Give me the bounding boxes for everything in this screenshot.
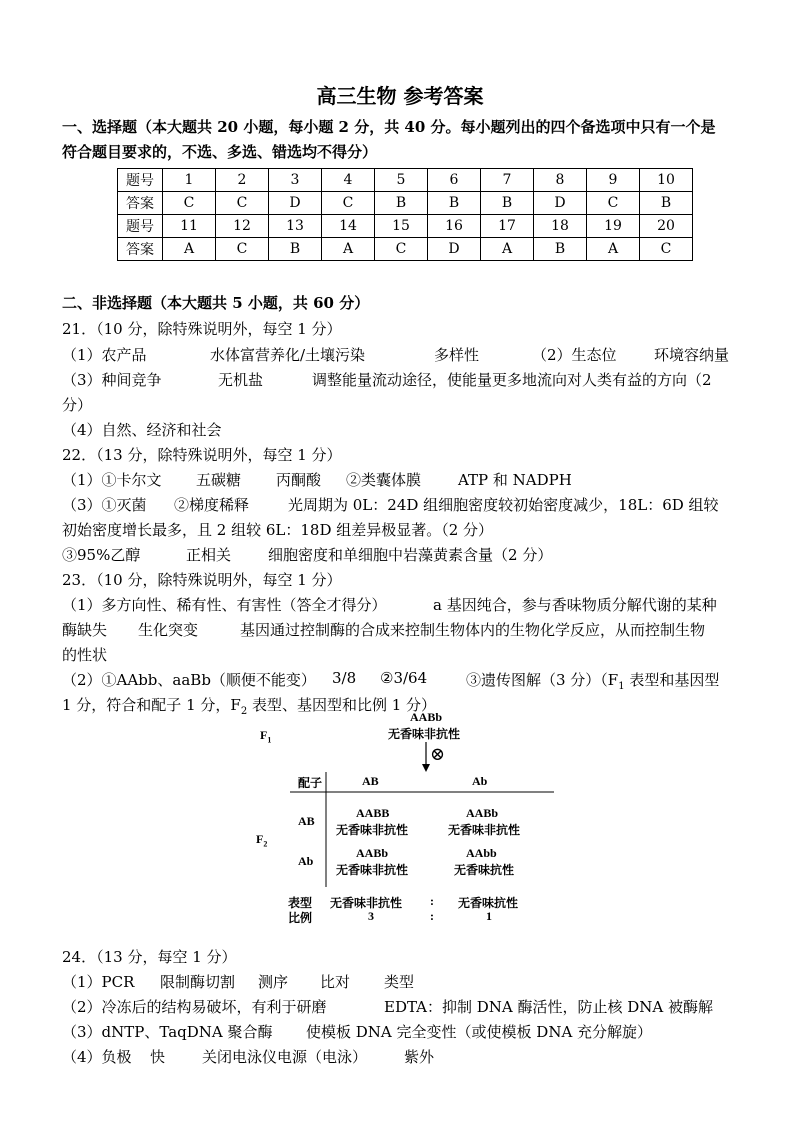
q21-l2-a: （3）种间竞争 [62, 371, 162, 389]
cell11-genotype: AABB [356, 806, 390, 820]
q22-l1-a: （1）①卡尔文 [62, 471, 162, 489]
summary-colon2: : [430, 909, 434, 923]
f1-label: $F_1$ [260, 728, 272, 745]
page-title: 高三生物 参考答案 [316, 84, 484, 108]
f1-genotype: AABb [410, 710, 443, 724]
q21-head: 21．（10 分，除特殊说明外，每空 1 分） [62, 320, 342, 338]
table-cell: D [269, 192, 322, 215]
table-cell: 19 [587, 215, 640, 238]
q21-l1-a: （1）农产品 [62, 346, 147, 364]
q23-l2-b: 生化突变 [138, 621, 199, 639]
q24-head: 24．（13 分，每空 1 分） [62, 948, 237, 966]
q21-line4: （4）自然、经济和社会 [62, 421, 222, 439]
table-cell: B [269, 238, 322, 261]
table-cell: 7 [481, 169, 534, 192]
section1-heading-line1: 一、选择题（本大题共 20 小题，每小题 2 分，共 40 分。每小题列出的四个备选项中只有一个是 [62, 118, 716, 136]
phenotype-label: 表型 [288, 896, 313, 910]
q24-l4-d: 紫外 [404, 1048, 435, 1066]
summary-ratio1: 3 [368, 909, 374, 923]
q21-l1-d: （2）生态位 [532, 346, 617, 364]
q23-l4-c: ②3/64 [380, 669, 428, 687]
q23-line5: 1 分，符合和配子 1 分，$F_2$ 表型、基因型和比例 1 分） [62, 696, 437, 717]
cell11-phenotype: 无香味非抗性 [336, 823, 409, 837]
table-row-header: 题号 [118, 215, 163, 238]
table-cell: B [640, 192, 693, 215]
q22-line3: 初始密度增长最多，且 2 组较 6L：18D 组差异极显著。（2 分） [62, 521, 494, 539]
table-cell: 11 [163, 215, 216, 238]
table-cell: 9 [587, 169, 640, 192]
table-cell: B [428, 192, 481, 215]
table-cell: A [481, 238, 534, 261]
q21-line3: 分） [62, 396, 93, 414]
section2-heading: 二、非选择题（本大题共 5 小题，共 60 分） [62, 294, 370, 312]
table-cell: 16 [428, 215, 481, 238]
table-cell: C [375, 238, 428, 261]
f2-label: $F_2$ [256, 832, 268, 849]
genetic-diagram [250, 706, 560, 931]
cell22-phenotype: 无香味抗性 [454, 863, 515, 877]
q23-head: 23．（10 分，除特殊说明外，每空 1 分） [62, 571, 342, 589]
table-cell: D [534, 192, 587, 215]
q21-l1-c: 多样性 [434, 346, 480, 364]
q22-l4-c: 细胞密度和单细胞中岩藻黄素含量（2 分） [268, 546, 553, 564]
table-cell: 13 [269, 215, 322, 238]
table-cell: 8 [534, 169, 587, 192]
table-cell: C [322, 192, 375, 215]
q22-l2-b: ②梯度稀释 [174, 496, 250, 514]
self-cross-symbol: ⊗ [430, 744, 446, 764]
f1-phenotype: 无香味非抗性 [388, 727, 461, 741]
table-cell: C [163, 192, 216, 215]
q23-line3: 的性状 [62, 646, 108, 664]
table-cell: C [216, 192, 269, 215]
q23-l2-a: 酶缺失 [62, 621, 108, 639]
table-cell: 18 [534, 215, 587, 238]
q23-l4-d: ③遗传图解（3 分）（$F_1$ 表型和基因型 [466, 671, 720, 692]
q21-l2-c: 调整能量流动途径，使能量更多地流向对人类有益的方向（2 [312, 371, 712, 389]
table-cell: 3 [269, 169, 322, 192]
q22-l1-b: 五碳糖 [196, 471, 242, 489]
gamete-col1: AB [362, 774, 379, 788]
table-cell: B [481, 192, 534, 215]
row1-gamete: AB [298, 814, 315, 828]
section1-heading-line2: 符合题目要求的，不选、多选、错选均不得分） [62, 143, 378, 161]
summary-ratio2: 1 [486, 909, 492, 923]
q24-l4-c: 关闭电泳仪电源（电泳） [202, 1048, 368, 1066]
q22-l2-a: （3）①灭菌 [62, 496, 147, 514]
q24-l1-c: 测序 [258, 973, 289, 991]
summary-colon1: : [430, 894, 434, 908]
table-cell: C [587, 192, 640, 215]
summary-phen1: 无香味非抗性 [330, 896, 403, 910]
q24-l2-a: （2）冷冻后的结构易破坏，有利于研磨 [62, 998, 327, 1016]
table-cell: 15 [375, 215, 428, 238]
q22-l4-b: 正相关 [186, 546, 232, 564]
ratio-label: 比例 [288, 911, 313, 925]
q23-l1-a: （1）多方向性、稀有性、有害性（答全才得分） [62, 596, 387, 614]
table-cell: 14 [322, 215, 375, 238]
q22-head: 22．（13 分，除特殊说明外，每空 1 分） [62, 446, 342, 464]
q24-l4-a: （4）负极 [62, 1048, 132, 1066]
q24-l2-b: EDTA：抑制 DNA 酶活性，防止核 DNA 被酶解 [384, 998, 714, 1016]
q22-l4-a: ③95%乙醇 [62, 546, 141, 564]
gamete-col2: Ab [472, 774, 488, 788]
cell12-genotype: AABb [466, 806, 499, 820]
q23-l4-b: 3/8 [332, 669, 357, 687]
q24-l4-b: 快 [150, 1048, 166, 1066]
q24-l3-a: （3）dNTP、TaqDNA 聚合酶 [62, 1023, 273, 1041]
gamete-label: 配子 [298, 776, 323, 790]
table-cell: B [534, 238, 587, 261]
table-cell: 10 [640, 169, 693, 192]
q24-l1-d: 比对 [320, 973, 351, 991]
q23-l4-a: （2）①AAbb、aaBb（顺便不能变） [62, 671, 316, 689]
table-cell: 17 [481, 215, 534, 238]
table-cell: 2 [216, 169, 269, 192]
answer-table [117, 168, 693, 261]
cell21-phenotype: 无香味非抗性 [336, 863, 409, 877]
question-row-2 [118, 215, 693, 238]
q22-l2-c: 光周期为 0L：24D 组细胞密度较初始密度减少，18L：6D 组较 [288, 496, 719, 514]
q23-l1-b: a 基因纯合，参与香味物质分解代谢的某种 [433, 596, 717, 614]
q24-l1-a: （1）PCR [62, 973, 135, 991]
q22-l1-c: 丙酮酸 [276, 471, 322, 489]
table-cell: 1 [163, 169, 216, 192]
table-cell: C [216, 238, 269, 261]
table-cell: 4 [322, 169, 375, 192]
cell21-genotype: AABb [356, 846, 389, 860]
table-cell: A [163, 238, 216, 261]
answer-row-2 [118, 238, 693, 261]
cell22-genotype: AAbb [466, 846, 497, 860]
table-cell: 12 [216, 215, 269, 238]
q21-l1-b: 水体富营养化/土壤污染 [210, 346, 366, 364]
table-cell: B [375, 192, 428, 215]
q22-l1-e: ATP 和 NADPH [458, 471, 572, 489]
table-row-header: 题号 [118, 169, 163, 192]
question-row-1 [118, 169, 693, 192]
answer-row-1 [118, 192, 693, 215]
q22-l1-d: ②类囊体膜 [346, 471, 422, 489]
q21-l2-b: 无机盐 [218, 371, 264, 389]
table-cell: D [428, 238, 481, 261]
q24-l1-e: 类型 [384, 973, 415, 991]
summary-phen2: 无香味抗性 [458, 896, 519, 910]
table-cell: C [640, 238, 693, 261]
q24-l1-b: 限制酶切割 [160, 973, 236, 991]
q21-l1-e: 环境容纳量 [654, 346, 730, 364]
table-cell: 5 [375, 169, 428, 192]
table-cell: 20 [640, 215, 693, 238]
q23-l2-c: 基因通过控制酶的合成来控制生物体内的生物化学反应，从而控制生物 [240, 621, 706, 639]
table-cell: A [322, 238, 375, 261]
row2-gamete: Ab [298, 854, 314, 868]
q24-l3-b: 使模板 DNA 完全变性（或使模板 DNA 充分解旋） [306, 1023, 653, 1041]
table-row-header: 答案 [118, 192, 163, 215]
cell12-phenotype: 无香味非抗性 [448, 823, 521, 837]
table-row-header: 答案 [118, 238, 163, 261]
table-cell: 6 [428, 169, 481, 192]
table-cell: A [587, 238, 640, 261]
